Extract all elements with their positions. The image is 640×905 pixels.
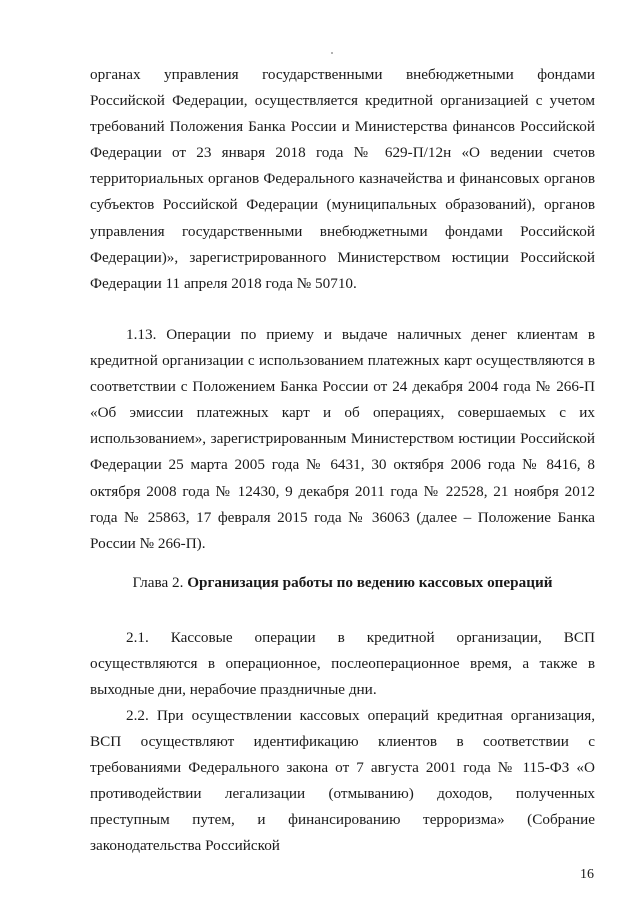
scan-speck xyxy=(331,52,333,54)
paragraph-2-1: 2.1. Кассовые операции в кредитной организации, ВСП осуществляются в операционное, послеоперационное время, а также в выходные дни, нерабочие праздничные дни. xyxy=(90,629,595,699)
chapter-prefix: Глава 2. xyxy=(132,574,184,591)
paragraph-1-13: 1.13. Операции по приему и выдаче наличных денег клиентам в кредитной организации с использованием платежных карт осуществляются в соответствии с Положением Банка России от 24 декабря 2004 года № 266-П «Об эмиссии платежных карт и об операциях, совершаемых с их использованием», зарегистрированным Министерством юстиции Российской Федерации 25 марта 2005 года № 6431, 30 октября 2006 года № 8416, 8 октября 2008 года № 12430, 9 декабря 2011 года № 22528, 21 ноября 2012 года № 25863, 17 февраля 2015 года № 36063 (далее – Положение Банка России № 266-П). xyxy=(90,326,595,552)
page-number: 16 xyxy=(580,867,594,882)
paragraph-2-2: 2.2. При осуществлении кассовых операций кредитная организация, ВСП осуществляют идентификацию клиентов в соответствии с требованиями Федерального закона от 7 августа 2001 года № 115-ФЗ «О противодействии легализации (отмыванию) доходов, полученных преступным путем, и финансированию терроризма» (Собрание законодательства Российской xyxy=(90,707,595,855)
chapter-heading xyxy=(90,570,595,596)
paragraph-continuation: органах управления государственными внебюджетными фондами Российской Федерации, осуществляется кредитной организацией с учетом требований Положения Банка России и Министерства финансов Российской Федерации от 23 января 2018 года № 629-П/12н «О ведении счетов территориальных органов Федерального казначейства и финансовых органов субъектов Российской Федерации (муниципальных образований), органов управления государственными внебюджетными фондами Российской Федерации)», зарегистрированного Министерством юстиции Российской Федерации 11 апреля 2018 года № 50710. xyxy=(90,66,595,292)
chapter-title: Организация работы по ведению кассовых операций xyxy=(187,574,553,591)
